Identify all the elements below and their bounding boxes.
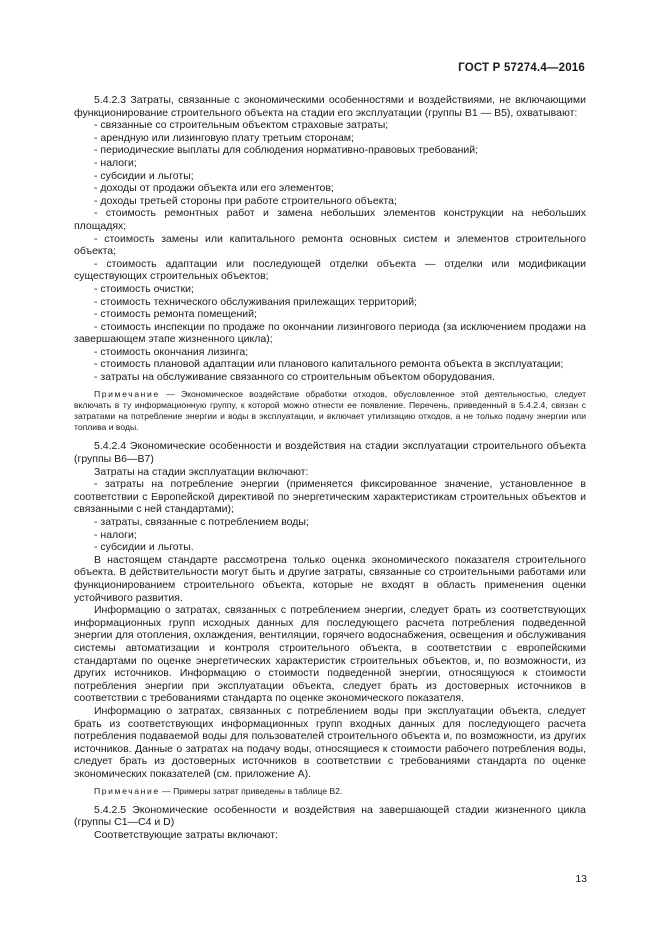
section-5424-intro: 5.4.2.4 Экономические особенности и воздействия на стадии эксплуатации строительного объекта (группы В6—В7)	[74, 440, 586, 466]
document-id-header: ГОСТ Р 57274.4—2016	[458, 62, 585, 74]
section-5424-paragraph-1: В настоящем стандарте рассмотрена только оценка экономического показателя строительного объекта. В действительности могут быть и другие затраты, связанные со строительными работами или функционированием строительного объекта, которые не входят в область применения оценки устойчивого развития.	[74, 553, 586, 604]
section-5424-lead: Затраты на стадии эксплуатации включают:	[94, 465, 309, 478]
note-label: Примечание	[94, 388, 160, 399]
list-item: - затраты на потребление энергии (применяется фиксированное значение, установленное в соответствии с Европейской директивой по энергетическим характеристикам строительных объектов и связанными с ней стандартами);	[74, 478, 586, 516]
list-item: - налоги;	[94, 156, 137, 169]
section-5424-paragraph-3: Информацию о затратах, связанных с потреблением воды при эксплуатации объекта, следует брать из соответствующих информационных групп входных данных для последующего расчета потребления подаваемой воды для пользователей строительного объекта и, по возможности, из других источников. Данные о затратах на подачу воды, относящиеся к стоимости рабочего потребления воды, следует брать из достоверных источников в соответствии с требованиями стандарта по оценке экономических показателей (см. приложение А).	[74, 704, 586, 780]
list-item: - стоимость ремонтных работ и замена небольших элементов конструкции на небольших площадях;	[74, 207, 586, 232]
note-label: Примечание	[94, 785, 160, 796]
list-item: - стоимость окончания лизинга;	[94, 345, 249, 358]
list-item: - стоимость замены или капитального ремонта основных систем и элементов строительного объекта;	[74, 232, 586, 258]
list-item: - арендную или лизинговую плату третьим сторонам;	[94, 131, 354, 144]
section-5423-list	[74, 119, 586, 383]
list-item: - доходы третьей стороны при работе строительного объекта;	[94, 194, 397, 207]
list-item: - доходы от продажи объекта или его элементов;	[94, 182, 334, 195]
list-item: - налоги;	[94, 528, 137, 541]
note-5423	[74, 389, 586, 434]
list-item: - затраты на обслуживание связанного со строительным объектом оборудования.	[94, 371, 495, 384]
list-item: - стоимость инспекции по продаже по окончании лизингового периода (за исключением продажи на завершающем этапе жизненного цикла);	[74, 320, 586, 346]
section-5425-intro: 5.4.2.5 Экономические особенности и воздействия на завершающей стадии жизненного цикла (группы С1—С4 и D)	[74, 803, 586, 829]
section-5423-intro: 5.4.2.3 Затраты, связанные с экономическими особенностями и воздействиями, не включающими функционирование строительного объекта на стадии его эксплуатации (группы В1 — В5), охватывают:	[74, 94, 586, 119]
list-item: - субсидии и льготы;	[94, 169, 194, 182]
section-5425-lead: Соответствующие затраты включают:	[94, 828, 278, 841]
document-body	[74, 94, 586, 841]
page-number: 13	[575, 873, 587, 885]
list-item: - периодические выплаты для соблюдения нормативно-правовых требований;	[94, 144, 479, 157]
list-item: - стоимость адаптации или последующей отделки объекта — отделки или модификации существующих строительных объектов;	[74, 257, 586, 283]
note-5424	[74, 786, 586, 797]
list-item: - стоимость плановой адаптации или планового капитального ремонта объекта в эксплуатации;	[94, 358, 564, 371]
list-item: - затраты, связанные с потреблением воды;	[94, 516, 309, 529]
list-item: - стоимость технического обслуживания прилежащих территорий;	[94, 295, 418, 308]
section-5424-paragraph-2: Информацию о затратах, связанных с потреблением энергии, следует брать из соответствующих информационных групп исходных данных для последующего расчета потребления подведенной энергии для отопления, охлаждения, вентиляции, горячего водоснабжения, освещения и обслуживания системы автоматизации и контроля строительного объекта, в соответствии с европейскими стандартами по оценке энергетических характеристик строительных объектов, и, по возможности, из других источников. Информацию о стоимости подведенной энергии, относящуюся к стоимости потребления энергии при эксплуатации объекта, следует брать из достоверных источников в соответствии с требованиями стандарта по оценке экономического показателя.	[74, 604, 586, 705]
note-text: — Примеры затрат приведены в таблице В2.	[159, 785, 343, 796]
list-item: - стоимость очистки;	[94, 282, 194, 295]
list-item: - стоимость ремонта помещений;	[94, 308, 257, 321]
list-item: - субсидии и льготы.	[94, 541, 194, 554]
list-item: - связанные со строительным объектом страховые затраты;	[94, 119, 389, 132]
section-5424-list	[74, 478, 586, 554]
note-text: — Экономическое воздействие обработки отходов, обусловленное этой деятельностью, следует включать в ту информационную группу, к которой можно отнести ее появление. Перечень, приведенный в 5.4.2.4, связан с затратами на потребление энергии и воды в эксплуатации, и включает утилизацию отходов, а не только подачу энергии или топлива и воды.	[74, 388, 586, 433]
